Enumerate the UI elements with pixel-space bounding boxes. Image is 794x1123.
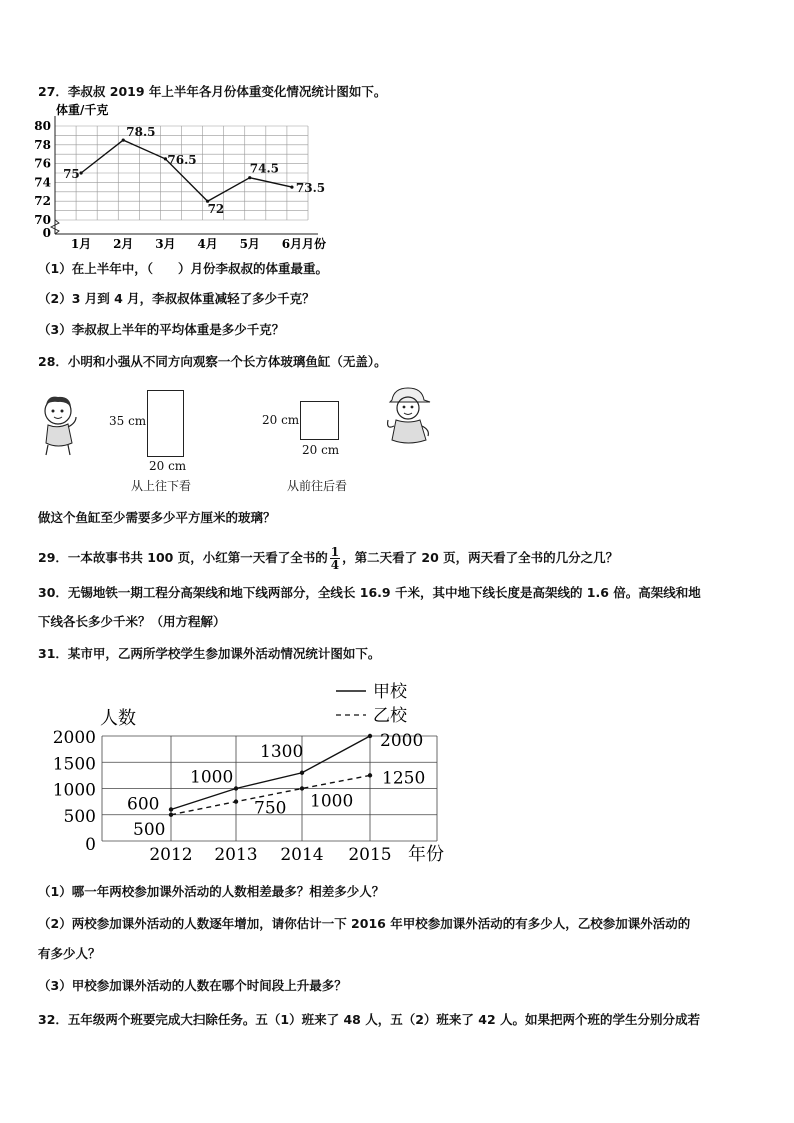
data-point-yi bbox=[234, 799, 238, 803]
y-tick-label: 70 bbox=[34, 213, 51, 227]
y-tick-label: 1500 bbox=[52, 754, 96, 775]
x-tick-label: 3月 bbox=[155, 237, 176, 251]
x-tick-label: 5月 bbox=[239, 237, 260, 251]
data-label-jia: 2000 bbox=[380, 731, 424, 751]
top-view-rect bbox=[147, 390, 184, 457]
x-axis-label: 年份 bbox=[408, 844, 444, 865]
data-label-jia: 600 bbox=[127, 794, 160, 815]
q31-sub3: （3）甲校参加课外活动的人数在哪个时间段上升最多？ bbox=[38, 978, 347, 993]
y-tick-label: 2000 bbox=[52, 728, 96, 748]
data-label: 74.5 bbox=[249, 161, 279, 176]
front-view-square bbox=[300, 401, 339, 440]
data-label: 72 bbox=[207, 202, 225, 217]
boy-xiaoming-illustration bbox=[38, 393, 78, 457]
x-tick-label: 1月 bbox=[70, 237, 92, 251]
x-axis-label: 月份 bbox=[302, 237, 327, 251]
y-tick-label: 76 bbox=[34, 156, 51, 171]
y-tick-label: 1000 bbox=[52, 780, 96, 801]
data-point-yi bbox=[368, 773, 372, 777]
data-label: 75 bbox=[63, 167, 80, 181]
q27-sub2: （2）3 月到 4 月，李叔叔体重减轻了多少千克？ bbox=[38, 291, 315, 306]
y-axis-label: 人数 bbox=[100, 708, 136, 729]
q29-stem-part-a: 29．一本故事书共 100 页，小红第一天看了全书的 bbox=[38, 550, 328, 565]
q31-sub2b: 有多少人？ bbox=[38, 946, 101, 961]
q32-stem: 32．五年级两个班要完成大扫除任务。五（1）班来了 48 人，五（2）班来了 42 人。如果把两个班的学生分别分成若 bbox=[38, 1012, 700, 1027]
weight-line-chart bbox=[30, 102, 350, 254]
fraction-denominator: 4 bbox=[330, 558, 340, 572]
q30-line1: 30．无锡地铁一期工程分高架线和地下线两部分，全线长 16.9 千米，其中地下线长度是高架线的 1.6 倍。高架线和地 bbox=[38, 585, 701, 600]
y-tick-label: 78 bbox=[34, 137, 51, 152]
x-tick-label: 2014 bbox=[280, 845, 324, 865]
data-label-yi: 500 bbox=[133, 819, 166, 840]
x-tick-label: 2月 bbox=[113, 237, 134, 251]
q31-stem: 31．某市甲，乙两所学校学生参加课外活动情况统计图如下。 bbox=[38, 646, 381, 661]
x-tick-label: 2015 bbox=[348, 845, 392, 865]
legend-label-jia: 甲校 bbox=[373, 682, 407, 702]
q28-stem: 28．小明和小强从不同方向观察一个长方体玻璃鱼缸（无盖）。 bbox=[38, 354, 387, 369]
y-tick-label: 80 bbox=[34, 119, 51, 133]
boy-xiaoqiang-illustration bbox=[384, 386, 432, 448]
q31-sub1: （1）哪一年两校参加课外活动的人数相差最多？相差多少人？ bbox=[38, 884, 385, 899]
activity-line-chart bbox=[40, 676, 470, 870]
top-view-caption: 从上往下看 bbox=[131, 479, 192, 493]
x-tick-label: 6月 bbox=[281, 237, 303, 251]
q29-stem-part-b: ，第二天看了 20 页，两天看了全书的几分之几？ bbox=[342, 550, 619, 565]
front-view-caption: 从前往后看 bbox=[287, 479, 348, 493]
legend-label-yi: 乙校 bbox=[373, 706, 407, 726]
q27-sub3: （3）李叔叔上半年的平均体重是多少千克？ bbox=[38, 322, 285, 337]
data-point bbox=[79, 171, 82, 174]
x-tick-label: 2013 bbox=[214, 845, 258, 865]
q31-sub2a: （2）两校参加课外活动的人数逐年增加，请你估计一下 2016 年甲校参加课外活动的有多少人，乙校参加课外活动的 bbox=[38, 916, 691, 931]
x-tick-label: 2012 bbox=[149, 845, 193, 865]
data-label-jia: 1300 bbox=[260, 741, 304, 762]
front-view-height-label: 20 cm bbox=[262, 413, 300, 427]
data-point-jia bbox=[234, 786, 238, 790]
data-point bbox=[290, 186, 293, 189]
front-view-width-label: 20 cm bbox=[302, 443, 340, 457]
data-label: 78.5 bbox=[126, 125, 156, 140]
data-point-yi bbox=[300, 786, 304, 790]
data-label-yi: 1250 bbox=[382, 768, 426, 789]
fraction-one-quarter bbox=[330, 546, 340, 571]
data-label: 73.5 bbox=[295, 181, 326, 196]
data-point bbox=[122, 139, 125, 142]
data-point-yi bbox=[169, 813, 173, 817]
q27-stem: 27．李叔叔 2019 年上半年各月份体重变化情况统计图如下。 bbox=[38, 84, 387, 99]
top-view-height-label: 35 cm bbox=[109, 414, 147, 428]
y-tick-label: 74 bbox=[34, 175, 51, 190]
data-label-jia: 1000 bbox=[190, 767, 234, 788]
q28-question: 做这个鱼缸至少需要多少平方厘米的玻璃？ bbox=[38, 510, 276, 525]
data-point-jia bbox=[300, 771, 304, 775]
y-axis-label: 体重/千克 bbox=[56, 103, 109, 117]
q29-stem bbox=[38, 546, 618, 571]
q30-line2: 下线各长多少千米？（用方程解） bbox=[38, 614, 226, 629]
top-view-width-label: 20 cm bbox=[149, 459, 187, 473]
q27-sub1: （1）在上半年中，（ ）月份李叔叔的体重最重。 bbox=[38, 261, 328, 276]
data-label: 76.5 bbox=[167, 152, 197, 167]
fraction-numerator: 1 bbox=[330, 545, 340, 559]
data-point-jia bbox=[368, 734, 372, 738]
y-tick-label: 500 bbox=[63, 806, 96, 827]
y-tick-label: 0 bbox=[85, 835, 96, 855]
data-label-yi: 750 bbox=[254, 798, 287, 819]
y-tick-label: 72 bbox=[34, 194, 51, 209]
data-point bbox=[248, 176, 251, 179]
data-label-yi: 1000 bbox=[310, 791, 354, 812]
data-point-jia bbox=[169, 807, 173, 811]
x-tick-label: 4月 bbox=[197, 237, 218, 251]
y-tick-label: 0 bbox=[42, 226, 51, 240]
